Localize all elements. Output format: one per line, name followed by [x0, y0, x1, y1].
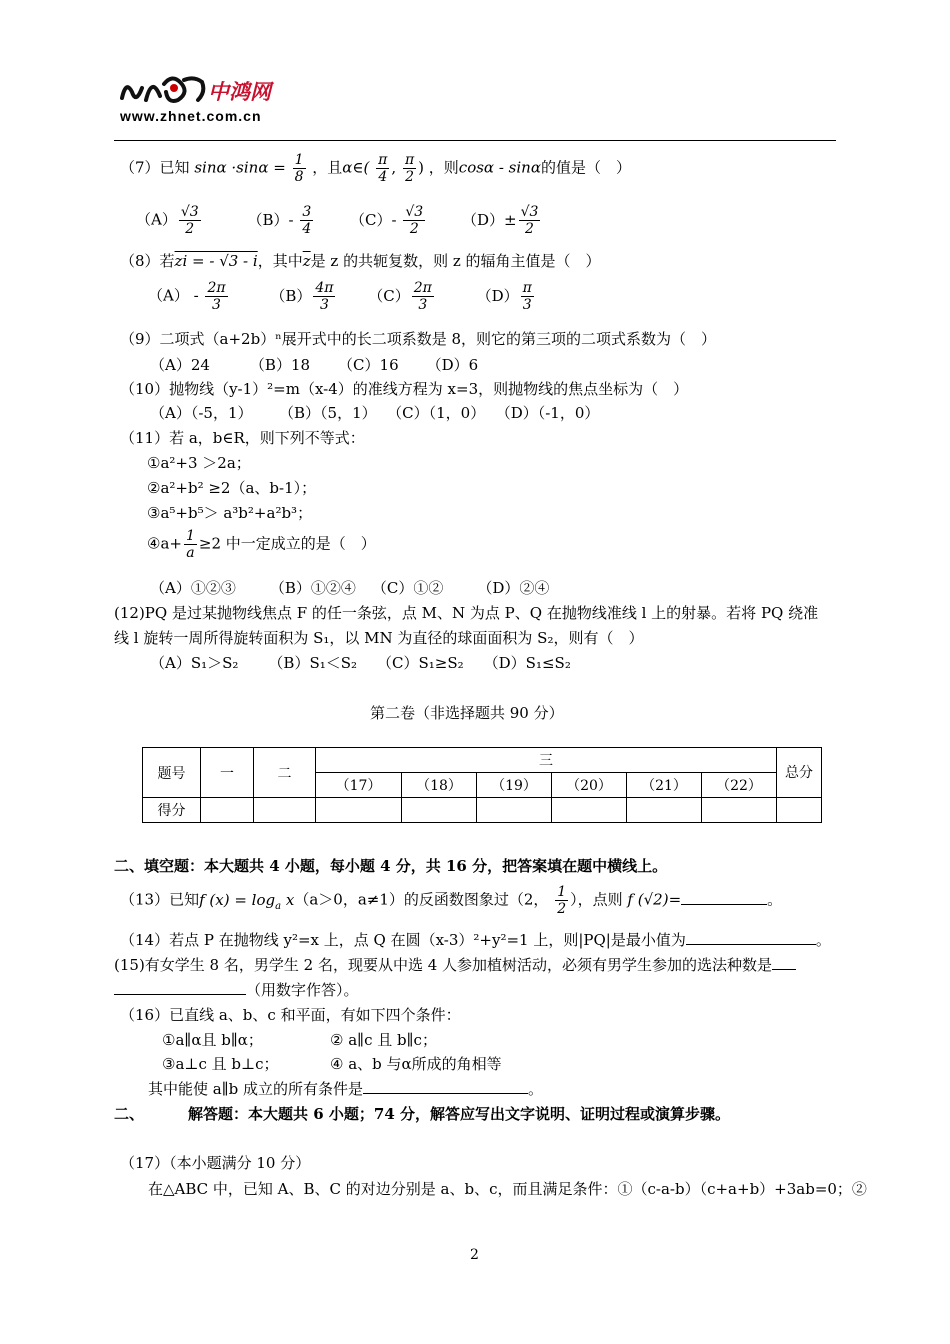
score-cell[interactable]: [402, 798, 477, 823]
answer-blank-15-cont[interactable]: [114, 994, 246, 995]
score-col-21: （21）: [627, 773, 702, 798]
fill-in-header: 二、填空题：本大题共 4 小题，每小题 4 分，共 16 分，把答案填在题中横线上。: [114, 857, 668, 875]
score-cell[interactable]: [201, 798, 254, 823]
score-table-zong: 总分: [777, 748, 822, 798]
answer-blank-13[interactable]: [681, 904, 767, 905]
score-table-yi: 一: [201, 748, 254, 798]
score-cell[interactable]: [702, 798, 777, 823]
question-7: （7）已知 sinα ·sinα = $\frac{1}{8}$ ，且α∈( $\frac{\pi}{4}$ , $\frac{\pi}{2}$ ) ，则cosα - sinα的值是（ ）: [120, 152, 631, 185]
answer-blank-14[interactable]: [686, 944, 816, 945]
question-9-options: （A）24 （B）18 （C）16 （D）6: [150, 356, 479, 374]
score-table-tihao: 题号: [143, 748, 201, 798]
logo-url: www.zhnet.com.cn: [120, 108, 262, 124]
question-7-options: （A） $\frac{√3}{2}$ （B）- $\frac{3}{4}$ （C）- $\frac{√3}{2}$ （D）± $\frac{√3}{2}$: [136, 204, 539, 237]
q16-cond-1: ①a∥α且 b∥α；: [162, 1031, 263, 1049]
question-12-line-2: 线 l 旋转一周所得旋转面积为 S₁，以 MN 为直径的球面面积为 S₂，则有（ ）: [114, 629, 644, 647]
score-col-17: （17）: [316, 773, 402, 798]
score-cell[interactable]: [477, 798, 552, 823]
score-cell[interactable]: [254, 798, 316, 823]
logo-brush-icon: [118, 70, 208, 110]
question-11-options: （A）①②③ （B）①②④ （C）①② （D）②④: [150, 579, 550, 597]
answer-blank-15[interactable]: [772, 969, 796, 970]
score-col-22: （22）: [702, 773, 777, 798]
q16-cond-2: ② a∥c 且 b∥c；: [330, 1031, 437, 1049]
solve-header: 二、 解答题：本大题共 6 小题；74 分，解答应写出文字说明、证明过程或演算步骤。: [114, 1105, 730, 1123]
question-10-options: （A）（-5，1） （B）（5，1） （C）（1，0） （D）（-1，0）: [150, 404, 600, 422]
score-cell[interactable]: [777, 798, 822, 823]
score-cell[interactable]: [627, 798, 702, 823]
question-12-options: （A）S₁＞S₂ （B）S₁＜S₂ （C）S₁≥S₂ （D）S₁≤S₂: [150, 654, 571, 672]
q11-line-3: ③a⁵+b⁵＞ a³b²+a²b³；: [147, 504, 313, 522]
question-15-line-2: （用数字作答）。: [114, 979, 359, 1000]
question-15-line-1: (15)有女学生 8 名，男学生 2 名，现要从中选 4 人参加植树活动，必须有男学生参加的选法种数是: [114, 954, 796, 975]
question-14: （14）若点 P 在抛物线 y²=x 上，点 Q 在圆（x-3）²+y²=1 上，则|PQ|是最小值为 。: [120, 931, 831, 949]
question-10: （10）抛物线（y-1）²=m（x-4）的准线方程为 x=3，则抛物线的焦点坐标为（ ）: [120, 380, 689, 398]
q11-line-2: ②a²+b² ≥2（a、b-1）；: [147, 479, 317, 497]
question-11: （11）若 a，b∈R，则下列不等式：: [120, 429, 365, 447]
q16-cond-3: ③a⊥c 且 b⊥c；: [162, 1055, 279, 1073]
question-17-title: （17）（本小题满分 10 分）: [120, 1154, 311, 1172]
question-16: （16）已直线 a、b、c 和平面，有如下四个条件：: [120, 1006, 461, 1024]
header-rule: [114, 140, 836, 141]
q11-line-1: ①a²+3 ＞2a；: [147, 454, 251, 472]
score-col-20: （20）: [552, 773, 627, 798]
logo-name: 中鸿网: [208, 81, 271, 104]
question-12-line-1: (12)PQ 是过某抛物线焦点 F 的任一条弦，点 M、N 为点 P、Q 在抛物线准线 l 上的射暴。若将 PQ 绕准: [114, 604, 819, 622]
section-2-title: 第二卷（非选择题共 90 分）: [370, 704, 564, 722]
q16-cond-4: ④ a、b 与α所成的角相等: [330, 1055, 502, 1073]
question-9: （9）二项式（a+2b）ⁿ展开式中的长二项系数是 8，则它的第三项的二项式系数为（ ）: [120, 330, 717, 348]
question-8: （8）若zi = - √3 - i，其中$\overline{z}$是 z 的共轭复数，则 z 的辐角主值是（ ）: [120, 252, 601, 270]
page-number: 2: [470, 1247, 479, 1263]
logo: [118, 70, 288, 130]
question-17-body: 在△ABC 中，已知 A、B、C 的对边分别是 a、b、c，而且满足条件：①（c-a-b）（c+a+b）+3ab=0；②: [148, 1180, 867, 1198]
answer-blank-16[interactable]: [363, 1093, 528, 1094]
score-cell[interactable]: [316, 798, 402, 823]
question-16-answer: 其中能使 a∥b 成立的所有条件是 。: [148, 1080, 544, 1098]
score-table-er: 二: [254, 748, 316, 798]
question-8-options: （A） - $\frac{2\pi}{3}$ （B） $\frac{4\pi}{3}$ （C） $\frac{2\pi}{3}$ （D） $\frac{\pi}{3}$: [148, 280, 532, 313]
score-col-19: （19）: [477, 773, 552, 798]
score-table-san: 三: [316, 748, 777, 773]
score-cell[interactable]: [552, 798, 627, 823]
score-col-18: （18）: [402, 773, 477, 798]
score-table: [142, 747, 822, 823]
q11-line-4: ④a+ $\frac{1}{a}$ ≥2 中一定成立的是（ ）: [147, 528, 376, 561]
score-table-defen: 得分: [143, 798, 201, 823]
question-13: （13）已知f $(x) = \log_a x(a>0$，a≠1）的反函数图象过（2， $\frac{1}{2}$ ），点则 f (√2)= 。: [120, 884, 783, 917]
